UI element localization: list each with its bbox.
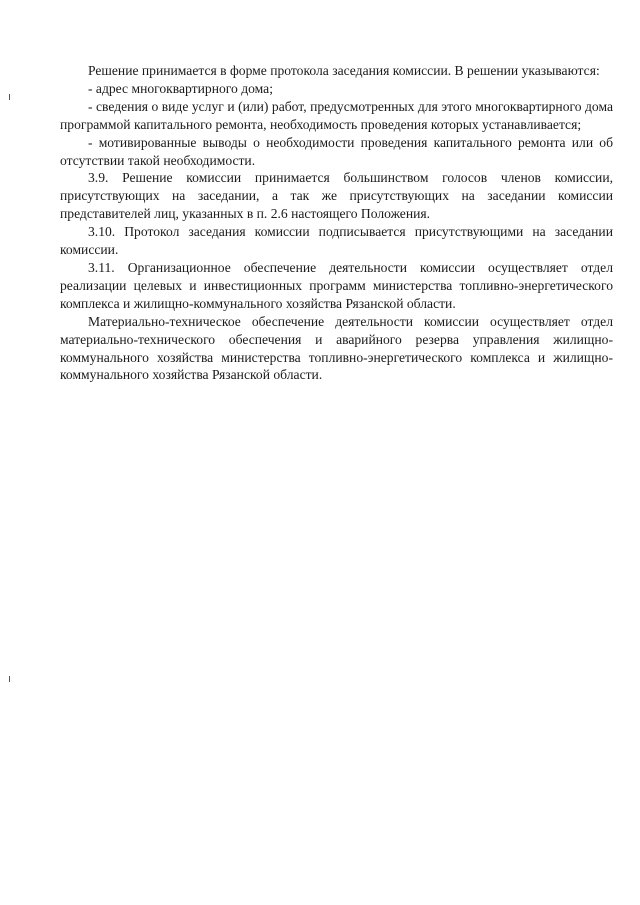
list-item-services-info: - сведения о виде услуг и (или) работ, предусмотренных для этого многоквартирного дома программой капитального ремонта, необходимость проведения которых устанавливается; bbox=[60, 98, 613, 132]
paragraph-decision-form: Решение принимается в форме протокола заседания комиссии. В решении указываются: bbox=[88, 63, 600, 78]
document-page bbox=[60, 62, 613, 384]
paragraph-3-11: 3.11. Организационное обеспечение деятельности комиссии осуществляет отдел реализации целевых и инвестиционных программ министерства топливно-энергетического комплекса и жилищно-коммунального хозяйства Рязанской области. bbox=[60, 259, 613, 311]
paragraph-3-10: 3.10. Протокол заседания комиссии подписывается присутствующими на заседании комиссии. bbox=[60, 224, 613, 258]
list-item-motivated-conclusions: - мотивированные выводы о необходимости проведения капитального ремонта или об отсутствии такой необходимости. bbox=[60, 134, 613, 168]
list-item-address: - адрес многоквартирного дома; bbox=[88, 80, 273, 96]
margin-mark-top bbox=[9, 94, 10, 100]
margin-mark-bottom bbox=[9, 676, 10, 682]
paragraph-material-support: Материально-техническое обеспечение деятельности комиссии осуществляет отдел материально-технического обеспечения и аварийного резерва управления жилищно-коммунального хозяйства министерства топливно-энергетического комплекса и жилищно-коммунального хозяйства Рязанской области. bbox=[60, 313, 613, 383]
paragraph-3-9: 3.9. Решение комиссии принимается большинством голосов членов комиссии, присутствующих на заседании, а так же присутствующих на заседании комиссии представителей лиц, указанных в п. 2.6 настоящего Положения. bbox=[60, 170, 613, 222]
